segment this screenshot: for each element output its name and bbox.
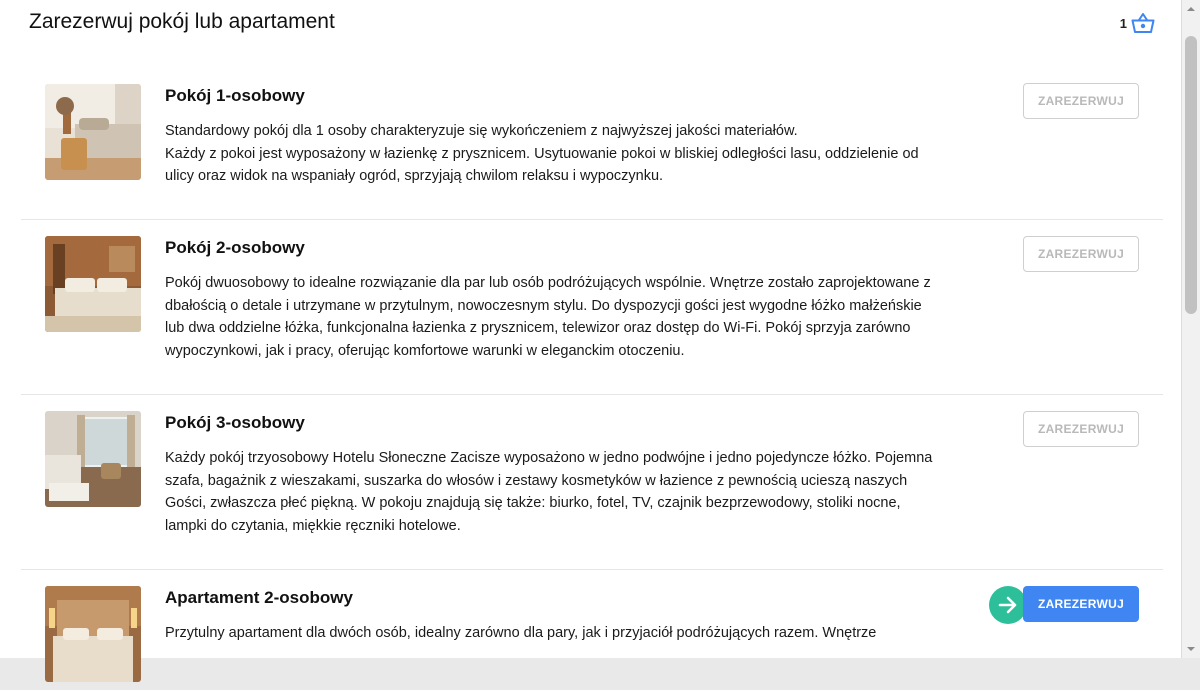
room-description: Standardowy pokój dla 1 osoby charakteryzuje się wykończeniem z najwyższej jakości materiałów. Każdy z pokoi jest wyposażony w łazienkę z prysznicem. Usytuowanie pokoi w bliskiej odległości lasu, oddzielenie od ulicy oraz widok na wspaniały ogród, sprzyjają chwilom relaksu i wypoczynku. <box>165 123 919 184</box>
room-list <box>21 66 1163 690</box>
room-description: Każdy pokój trzyosobowy Hotelu Słoneczne Zacisze wyposażono w jedno podwójne i jedno pojedyncze łóżko. Pojemna szafa, bagażnik z wieszakami, suszarka do włosów i zestawy kosmetyków w łazience z pewnością ucieszą naszych Gości, zwłaszcza płeć piękną. W pokoju znajdują się także: biurko, fotel, TV, czajnik bezprzewodowy, stoliki nocne, lampki do czytania, miękkie ręczniki hotelowe. <box>165 450 933 534</box>
room-thumbnail <box>45 586 141 682</box>
room-item <box>21 570 1163 690</box>
cart-button[interactable] <box>1120 10 1155 36</box>
scroll-up-arrow-icon[interactable] <box>1182 0 1200 18</box>
room-thumbnail <box>45 84 141 180</box>
room-thumbnail <box>45 411 141 507</box>
arrow-right-icon <box>989 586 1027 624</box>
room-item <box>21 66 1163 220</box>
reserve-button[interactable]: ZAREZERWUJ <box>1023 586 1139 622</box>
room-item <box>21 395 1163 570</box>
page-title: Zarezerwuj pokój lub apartament <box>29 10 335 33</box>
room-description: Przytulny apartament dla dwóch osób, idealny zarówno dla pary, jak i przyjaciół podróżujących razem. Wnętrze <box>165 625 877 641</box>
scroll-down-arrow-icon[interactable] <box>1182 640 1200 658</box>
reserve-button[interactable]: ZAREZERWUJ <box>1023 236 1139 272</box>
reserve-button[interactable]: ZAREZERWUJ <box>1023 411 1139 447</box>
room-name: Apartament 2-osobowy <box>165 588 353 607</box>
basket-icon <box>1131 12 1155 34</box>
scrollbar-thumb[interactable] <box>1185 36 1197 314</box>
room-name: Pokój 3-osobowy <box>165 413 305 432</box>
header <box>0 0 1181 46</box>
room-name: Pokój 1-osobowy <box>165 86 305 105</box>
room-thumbnail <box>45 236 141 332</box>
vertical-scrollbar[interactable] <box>1182 0 1200 658</box>
room-item <box>21 220 1163 395</box>
room-name: Pokój 2-osobowy <box>165 238 305 257</box>
cart-count-badge: 1 <box>1119 15 1127 31</box>
reserve-button[interactable]: ZAREZERWUJ <box>1023 83 1139 119</box>
room-description: Pokój dwuosobowy to idealne rozwiązanie dla par lub osób podróżujących wspólnie. Wnętrze zostało zaprojektowane z dbałością o detale i utrzymane w przytulnym, nowoczesnym stylu. Do dyspozycji gości jest wygodne łóżko małżeńskie lub dwa oddzielne łóżka, funkcjonalna łazienka z prysznicem, telewizor oraz dostęp do Wi-Fi. Pokój sprzyja zarówno wypoczynkowi, jak i pracy, oferując komfortowe warunki w eleganckim otoczeniu. <box>165 275 931 359</box>
